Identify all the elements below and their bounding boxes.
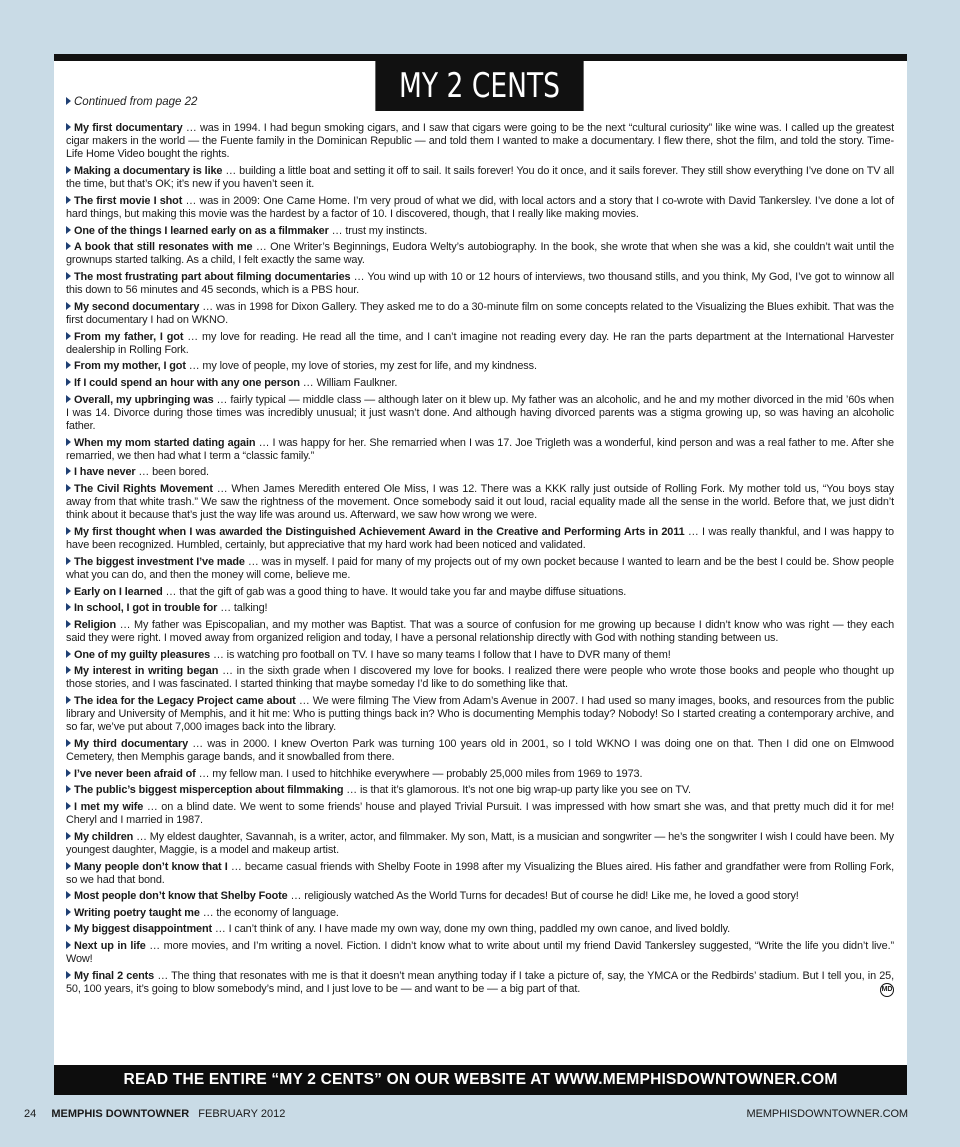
entry-lead: The Civil Rights Movement bbox=[74, 482, 213, 495]
continued-note: Continued from page 22 bbox=[66, 96, 197, 108]
entry-lead: In school, I got in trouble for bbox=[74, 602, 218, 615]
bullet-triangle-icon bbox=[66, 620, 71, 628]
qa-entry bbox=[66, 784, 894, 797]
entry-text: … on a blind date. We went to some friends’ house and played Trivial Pursuit. I was impressed with how smart she was, and that pretty much did it for me! Cheryl and I married in 1987. bbox=[66, 800, 894, 827]
bullet-triangle-icon bbox=[66, 123, 71, 131]
qa-entry bbox=[66, 738, 894, 764]
entry-lead: Writing poetry taught me bbox=[74, 906, 200, 919]
article-panel bbox=[54, 54, 907, 1094]
qa-entry bbox=[66, 437, 894, 463]
entry-lead: The most frustrating part about filming documentaries bbox=[74, 270, 351, 283]
entry-text: … my love of people, my love of stories, my zest for life, and my kindness. bbox=[185, 360, 537, 373]
bullet-triangle-icon bbox=[66, 484, 71, 492]
end-mark-icon: MD bbox=[880, 983, 894, 997]
entry-lead: Religion bbox=[74, 618, 116, 631]
qa-entry bbox=[66, 586, 894, 599]
entry-lead: When my mom started dating again bbox=[74, 436, 256, 449]
entry-text: … my fellow man. I used to hitchhike everywhere — probably 25,000 miles from 1969 to 1973. bbox=[195, 767, 643, 780]
entry-lead: My third documentary bbox=[74, 737, 189, 750]
publication-name: MEMPHIS DOWNTOWNER bbox=[51, 1108, 190, 1120]
issue-date: FEBRUARY 2012 bbox=[198, 1108, 286, 1120]
entry-text: … talking! bbox=[217, 602, 268, 615]
qa-entry bbox=[66, 483, 894, 523]
qa-entry bbox=[66, 970, 894, 996]
entry-text: … was in 1998 for Dixon Gallery. They asked me to do a 30-minute film on some concepts related to the Visualizing the Blues exhibit. That was the first documentary I had on WKNO. bbox=[66, 300, 894, 326]
entry-text: … William Faulkner. bbox=[299, 376, 398, 389]
entry-lead: One of the things I learned early on as a filmmaker bbox=[74, 224, 329, 237]
entry-lead: My final 2 cents bbox=[74, 969, 155, 982]
qa-entry bbox=[66, 526, 894, 552]
entry-lead: The first movie I shot bbox=[74, 194, 183, 207]
bullet-triangle-icon bbox=[66, 785, 71, 793]
qa-entry bbox=[66, 831, 894, 857]
bullet-triangle-icon bbox=[66, 272, 71, 280]
bullet-triangle-icon bbox=[66, 378, 71, 386]
bullet-triangle-icon bbox=[66, 557, 71, 565]
entry-lead: My children bbox=[74, 830, 134, 843]
entry-text: … religiously watched As the World Turns for decades! But of course he did! Like me, he loved a good story! bbox=[287, 890, 799, 903]
entry-text: … We were filming The View from Adam’s Avenue in 2007. I had used so many images, books, and resources from the public library and University of Memphis, and it hit me: Who is putting things back in? Who is documenting Memphis today? Nobody! So I started creating a contemporary archive, and so far, we’ve put about 7,000 images back into the library. bbox=[66, 694, 894, 734]
section-title: MY 2 CENTS bbox=[375, 61, 583, 111]
entry-text: … building a little boat and setting it off to sail. It sails forever! You do it once, and it sails forever. They still show everything I’ve done on TV all the time, but that’s OK; it’s new if you haven’t seen it. bbox=[66, 165, 894, 191]
entry-text: … My father was Episcopalian, and my mother was Baptist. That was a source of confusion for me growing up because I didn’t know who was right — they each said they were right. I moved away from organized religion and today, I have a personal relationship directly with God with nothing standing between us. bbox=[66, 618, 894, 644]
bullet-triangle-icon bbox=[66, 467, 71, 475]
bullet-triangle-icon bbox=[66, 242, 71, 250]
entry-text: … was in 2009: One Came Home. I’m very proud of what we did, with local actors and a story that I co-wrote with David Tankersley. I’ve done a lot of hard things, but making this movie was the hardest by a factor of 10. I discovered, though, that I really like making movies. bbox=[66, 194, 895, 220]
qa-entry bbox=[66, 394, 894, 434]
entry-lead: The biggest investment I’ve made bbox=[74, 555, 245, 568]
bullet-triangle-icon bbox=[66, 166, 71, 174]
entry-lead: Overall, my upbringing was bbox=[74, 393, 214, 406]
qa-entry bbox=[66, 801, 894, 827]
bullet-triangle-icon bbox=[66, 908, 71, 916]
bullet-triangle-icon bbox=[66, 196, 71, 204]
entry-lead: My biggest disappointment bbox=[74, 923, 212, 936]
bullet-triangle-icon bbox=[66, 832, 71, 840]
qa-entry bbox=[66, 649, 894, 662]
bullet-triangle-icon bbox=[66, 332, 71, 340]
entry-lead: If I could spend an hour with any one person bbox=[74, 376, 300, 389]
website-banner[interactable]: READ THE ENTIRE “MY 2 CENTS” ON OUR WEBSITE AT WWW.MEMPHISDOWNTOWNER.COM bbox=[54, 1065, 907, 1095]
qa-entry bbox=[66, 695, 894, 735]
entry-text: … My eldest daughter, Savannah, is a writer, actor, and filmmaker. My son, Matt, is a musician and songwriter — he’s the songwriter I wish I could have been. My youngest daughter, Maggie, is a model and makeup artist. bbox=[66, 830, 894, 856]
entry-lead: I have never bbox=[74, 466, 136, 479]
page-footer bbox=[24, 1108, 908, 1122]
qa-entry bbox=[66, 861, 894, 887]
entry-text: … is watching pro football on TV. I have so many teams I follow that I have to DVR many of them! bbox=[210, 648, 671, 661]
qa-entry bbox=[66, 602, 894, 615]
bullet-triangle-icon bbox=[66, 603, 71, 611]
entry-lead: The public’s biggest misperception about filmmaking bbox=[74, 784, 344, 797]
entry-text: … I can’t think of any. I have made my own way, done my own thing, paddled my own canoe, and lived boldly. bbox=[211, 923, 731, 936]
bullet-triangle-icon bbox=[66, 302, 71, 310]
entry-text: … You wind up with 10 or 12 hours of interviews, two thousand stills, and you think, My God, I’ve got to winnow all this down to 56 minutes and 45 seconds, which is a PBS hour. bbox=[66, 270, 894, 297]
bullet-triangle-icon bbox=[66, 924, 71, 932]
qa-entry bbox=[66, 301, 894, 327]
entry-text: … I was happy for her. She remarried when I was 17. Joe Trigleth was a wonderful, kind person and was a real father to me. After she remarried, we then had what I term a “classic family.” bbox=[66, 436, 894, 462]
qa-entry bbox=[66, 907, 894, 920]
qa-entry bbox=[66, 331, 894, 357]
entry-lead: My first thought when I was awarded the Distinguished Achievement Award in the Creative and Performing Arts in 2011 bbox=[74, 525, 685, 538]
bullet-triangle-icon bbox=[66, 666, 71, 674]
bullet-triangle-icon bbox=[66, 361, 71, 369]
qa-entry bbox=[66, 619, 894, 645]
entry-lead: One of my guilty pleasures bbox=[74, 648, 211, 661]
bullet-triangle-icon bbox=[66, 395, 71, 403]
entry-lead: Making a documentary is like bbox=[74, 165, 223, 177]
bullet-triangle-icon bbox=[66, 769, 71, 777]
bullet-triangle-icon bbox=[66, 587, 71, 595]
entry-text: … The thing that resonates with me is that it doesn’t mean anything today if I take a picture of, say, the YMCA or the Redbirds’ stadium. But I tell you, in 25, 50, 100 years, it’s going to blow somebody’s mind, and I just love to be — and want to be — a big part of that. bbox=[66, 969, 894, 996]
entry-text: … I was really thankful, and I was happy to have been recognized. Humbled, certainly, but appreciative that my hard work had been noticed and validated. bbox=[66, 525, 894, 552]
entry-lead: A book that still resonates with me bbox=[74, 241, 253, 254]
entry-lead: Early on I learned bbox=[74, 585, 163, 598]
bullet-triangle-icon bbox=[66, 696, 71, 704]
entry-lead: I’ve never been afraid of bbox=[74, 767, 196, 780]
qa-entry bbox=[66, 377, 894, 390]
bullet-triangle-icon bbox=[66, 941, 71, 949]
entry-text: … became casual friends with Shelby Foote in 1998 after my Visualizing the Blues aired. His father and grandfather were from Rolling Fork, so we had that bond. bbox=[66, 860, 894, 886]
qa-entry bbox=[66, 225, 894, 238]
qa-entry bbox=[66, 195, 894, 221]
entry-text: … trust my instincts. bbox=[328, 224, 428, 237]
bullet-triangle-icon bbox=[66, 438, 71, 446]
entry-lead: Most people don’t know that Shelby Foote bbox=[74, 890, 288, 903]
qa-entry bbox=[66, 940, 894, 966]
qa-entry bbox=[66, 923, 894, 936]
qa-entry bbox=[66, 890, 894, 903]
entry-text: … was in 2000. I knew Overton Park was turning 100 years old in 2001, so I told WKNO I was doing one on that. Then I did one on Elmwood Cemetery, then Memphis garage bands, and it snowballed from there. bbox=[66, 737, 894, 764]
bullet-triangle-icon bbox=[66, 97, 71, 105]
entry-text: … been bored. bbox=[135, 466, 209, 479]
qa-entry bbox=[66, 665, 894, 691]
entry-text: … When James Meredith entered Ole Miss, I was 12. There was a KKK rally just outside of Rolling Fork. My mother told us, “You boys stay away from that white trash.” We saw the rightness of the movement. Once somebody said it out loud, racial equality made all the sense in the world. Before that, we just didn’t think about it because that’s just the way life was around us. Afterward, we saw how wrong we were. bbox=[66, 482, 894, 522]
qa-entry bbox=[66, 360, 894, 373]
entry-lead: Next up in life bbox=[74, 940, 146, 953]
qa-entry bbox=[66, 556, 894, 582]
qa-entry bbox=[66, 271, 894, 297]
entry-text: … One Writer’s Beginnings, Eudora Welty’s autobiography. In the book, she wrote that when she was a kid, she couldn’t wait until the grownups started talking. As a child, I felt exactly the same way. bbox=[66, 241, 895, 267]
bullet-triangle-icon bbox=[66, 650, 71, 658]
entry-lead: From my father, I got bbox=[74, 330, 184, 343]
bullet-triangle-icon bbox=[66, 226, 71, 234]
entry-text: … was in 1994. I had begun smoking cigars, and I saw that cigars were going to be the next “cultural curiosity” like wine was. I called up the greatest cigar makers in the world — the Fuente family in the Dominican Republic — and told them I wanted to make a documentary. I flew there, shot the film, and told the story. Time-Life Home Video bought the rights. bbox=[66, 122, 894, 161]
qa-entry bbox=[66, 241, 894, 267]
entry-text: … fairly typical — middle class — although later on it blew up. My father was an alcoholic, and he and my mother divorced in the mid ’60s when I was 14. Divorce during those times was incredibly unusual; it just wasn’t done. And although having divorced parents was a stigma growing up, so was having an alcoholic father. bbox=[66, 393, 894, 432]
article-body bbox=[66, 122, 894, 1000]
bullet-triangle-icon bbox=[66, 862, 71, 870]
entry-lead: Many people don’t know that I bbox=[74, 860, 228, 873]
entry-lead: My interest in writing began bbox=[74, 665, 219, 678]
entry-text: … in the sixth grade when I discovered my love for books. I realized there were people who wrote those books and people who thought up those stories, and I was fascinated. I started thinking that maybe someday I’d like to do something like that. bbox=[66, 665, 894, 691]
entry-text: … is that it’s glamorous. It’s not one big wrap-up party like you see on TV. bbox=[343, 784, 691, 797]
top-rule bbox=[54, 54, 907, 61]
entry-lead: From my mother, I got bbox=[74, 360, 186, 373]
entry-text: … that the gift of gab was a good thing to have. It would take you far and maybe diffuse situations. bbox=[162, 585, 627, 598]
entry-lead: My second documentary bbox=[74, 300, 200, 313]
entry-lead: The idea for the Legacy Project came about bbox=[74, 694, 296, 707]
qa-entry bbox=[66, 122, 894, 162]
qa-entry bbox=[66, 165, 894, 191]
entry-lead: I met my wife bbox=[74, 800, 144, 813]
bullet-triangle-icon bbox=[66, 971, 71, 979]
entry-text: … the economy of language. bbox=[199, 906, 339, 919]
bullet-triangle-icon bbox=[66, 802, 71, 810]
bullet-triangle-icon bbox=[66, 891, 71, 899]
entry-text: … more movies, and I’m writing a novel. Fiction. I didn’t know what to write about until my friend David Tankersley suggested, “Write the life you didn’t live.” Wow! bbox=[66, 940, 894, 966]
website-link[interactable]: MEMPHISDOWNTOWNER.COM bbox=[746, 1108, 908, 1120]
entry-text: … was in myself. I paid for many of my projects out of my own pocket because I wanted to learn and be the best I could be. Show people what you can do, and then the money will come, believe me. bbox=[66, 555, 894, 581]
bullet-triangle-icon bbox=[66, 739, 71, 747]
qa-entry bbox=[66, 466, 894, 479]
entry-lead: My first documentary bbox=[74, 122, 183, 134]
bullet-triangle-icon bbox=[66, 527, 71, 535]
entry-text: … my love for reading. He read all the time, and I can’t imagine not reading every day. He ran the parts department at the International Harvester dealership in Rolling Fork. bbox=[66, 330, 894, 356]
qa-entry bbox=[66, 768, 894, 781]
page-number: 24 bbox=[24, 1108, 37, 1120]
